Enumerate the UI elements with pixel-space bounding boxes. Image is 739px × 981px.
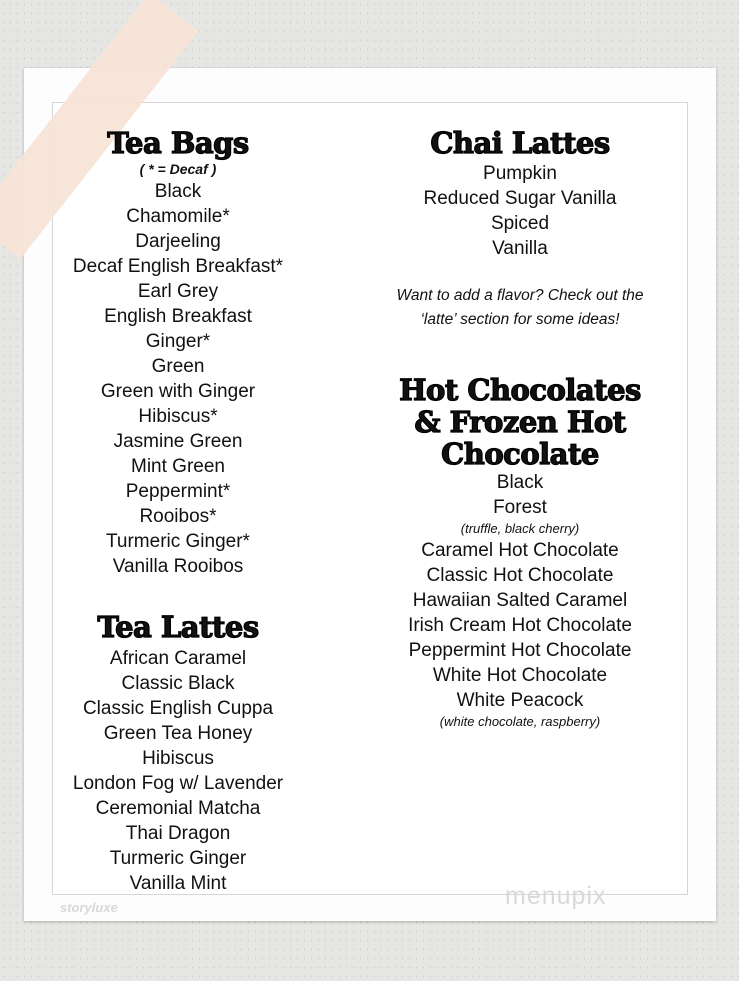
title-line: Hot Chocolates bbox=[399, 373, 641, 407]
menu-item: African Caramel bbox=[109, 648, 247, 669]
menu-item: Forest bbox=[493, 497, 547, 518]
menu-item: Hibiscus* bbox=[138, 406, 218, 427]
tea-lattes-section bbox=[52, 611, 304, 896]
menu-item: Mint Green bbox=[131, 456, 225, 477]
title-line: Chocolate bbox=[441, 437, 599, 471]
title-line: & Frozen Hot bbox=[414, 405, 626, 439]
menu-item: Thai Dragon bbox=[125, 823, 231, 844]
menu-item: London Fog w/ Lavender bbox=[72, 773, 284, 794]
menu-item: Darjeeling bbox=[135, 231, 221, 252]
menu-item: Classic English Cuppa bbox=[82, 698, 274, 719]
menu-item: White Peacock bbox=[456, 690, 584, 711]
menu-item: Rooibos* bbox=[139, 506, 217, 527]
menu-item: Classic Hot Chocolate bbox=[426, 565, 614, 586]
menu-item: Black bbox=[496, 472, 544, 493]
menu-item: Spiced bbox=[490, 213, 550, 234]
menu-item: Hawaiian Salted Caramel bbox=[412, 590, 628, 611]
menu-item: Green Tea Honey bbox=[103, 723, 253, 744]
menu-item: Chamomile* bbox=[126, 206, 230, 227]
menu-item: Vanilla bbox=[492, 238, 548, 259]
decaf-legend: ( * = Decaf ) bbox=[139, 161, 217, 177]
menu-item: Ceremonial Matcha bbox=[95, 798, 261, 819]
menu-item: Green with Ginger bbox=[100, 381, 256, 402]
menu-item: Reduced Sugar Vanilla bbox=[423, 188, 617, 209]
menu-item: Earl Grey bbox=[137, 281, 219, 302]
flavor-note bbox=[380, 284, 660, 332]
menu-item-description: (truffle, black cherry) bbox=[460, 521, 580, 536]
menu-item: Vanilla Mint bbox=[129, 873, 227, 894]
menu-item: Irish Cream Hot Chocolate bbox=[408, 615, 632, 636]
menu-item: Peppermint Hot Chocolate bbox=[408, 640, 632, 661]
section-title: Tea Bags bbox=[107, 126, 249, 160]
menu-item: Black bbox=[154, 181, 202, 202]
chai-lattes-section bbox=[380, 127, 660, 332]
hot-chocolates-section bbox=[380, 374, 660, 731]
menu-item: English Breakfast bbox=[104, 306, 252, 327]
menu-item: Jasmine Green bbox=[113, 431, 243, 452]
menu-item: Turmeric Ginger* bbox=[106, 531, 250, 552]
tea-bags-section bbox=[52, 127, 304, 579]
section-title: Tea Lattes bbox=[97, 610, 259, 644]
menu-item: Peppermint* bbox=[125, 481, 231, 502]
section-title bbox=[380, 374, 660, 470]
menu-item: Vanilla Rooibos bbox=[112, 556, 244, 577]
menu-item: Ginger* bbox=[145, 331, 211, 352]
menu-item-description: (white chocolate, raspberry) bbox=[439, 714, 601, 729]
menu-item: Decaf English Breakfast* bbox=[72, 256, 284, 277]
menupix-watermark: menupix bbox=[505, 882, 607, 910]
menu-item: Classic Black bbox=[121, 673, 235, 694]
menu-item: White Hot Chocolate bbox=[432, 665, 608, 686]
menu-item: Pumpkin bbox=[483, 163, 557, 184]
storyluxe-watermark: storyluxe bbox=[60, 900, 118, 915]
menu-item: Turmeric Ginger bbox=[109, 848, 247, 869]
menu-item: Caramel Hot Chocolate bbox=[421, 540, 619, 561]
menu-item: Green bbox=[151, 356, 205, 377]
note-line: ‘latte’ section for some ideas! bbox=[420, 311, 620, 328]
note-line: Want to add a flavor? Check out the bbox=[396, 287, 644, 304]
section-title: Chai Lattes bbox=[430, 126, 610, 160]
menu-item: Hibiscus bbox=[142, 748, 214, 769]
